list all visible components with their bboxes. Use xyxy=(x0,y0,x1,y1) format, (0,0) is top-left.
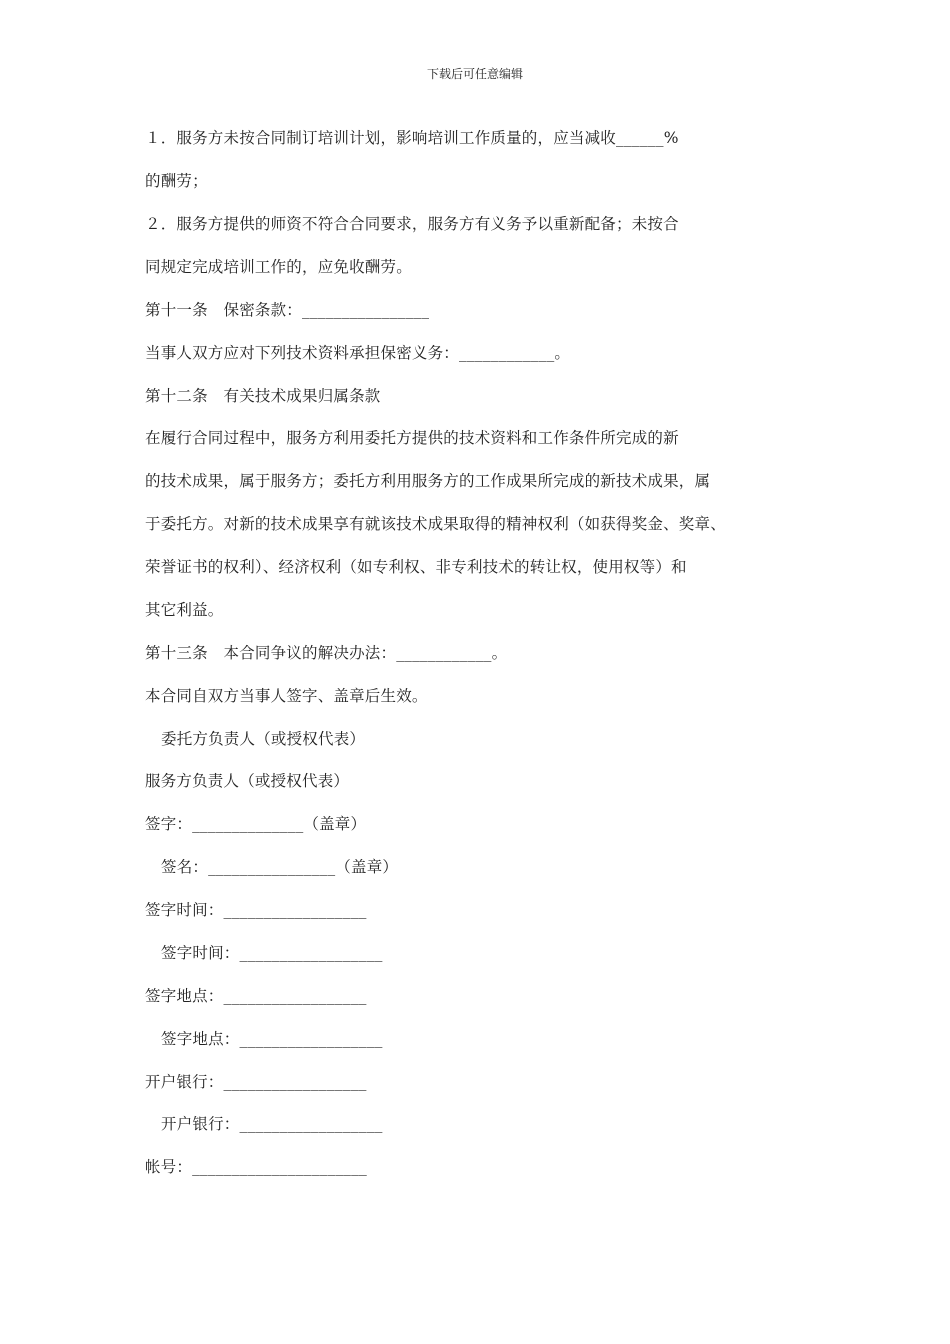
clause-12-text-1: 在履行合同过程中，服务方利用委托方提供的技术资料和工作条件所完成的新 xyxy=(145,429,679,447)
clause-12-text-3: 于委托方。对新的技术成果享有就该技术成果取得的精神权利（如获得奖金、奖章、 xyxy=(145,515,726,533)
clause-11-text: 当事人双方应对下列技术资料承担保密义务：____________。 xyxy=(145,344,571,362)
signature-field: 签字：______________（盖章） xyxy=(145,815,367,833)
account-field: 帐号：______________________ xyxy=(145,1158,368,1176)
clause-12-text-4: 荣誉证书的权利）、经济权利（如专利权、非专利技术的转让权，使用权等）和 xyxy=(145,558,687,576)
sign-place-field-2: 签字地点：__________________ xyxy=(161,1030,383,1048)
sign-time-field: 签字时间：__________________ xyxy=(145,901,367,919)
bank-field: 开户银行：__________________ xyxy=(145,1073,367,1091)
clause-10-item-1: １．服务方未按合同制订培训计划，影响培训工作质量的，应当减收______% xyxy=(145,129,679,147)
provider-representative-label: 服务方负责人（或授权代表） xyxy=(145,772,350,790)
signature-name-field: 签名：________________（盖章） xyxy=(161,858,399,876)
client-representative-label: 委托方负责人（或授权代表） xyxy=(161,730,366,748)
clause-12-text-2: 的技术成果，属于服务方；委托方利用服务方的工作成果所完成的新技术成果，属 xyxy=(145,472,711,490)
sign-place-field: 签字地点：__________________ xyxy=(145,987,367,1005)
clause-10-item-2-cont: 同规定完成培训工作的，应免收酬劳。 xyxy=(145,258,412,276)
effective-clause: 本合同自双方当事人签字、盖章后生效。 xyxy=(145,687,428,705)
bank-field-2: 开户银行：__________________ xyxy=(161,1115,383,1133)
page-header: 下载后可任意编辑 xyxy=(426,67,523,81)
clause-10-item-1-cont: 的酬劳； xyxy=(145,172,208,190)
sign-time-field-2: 签字时间：__________________ xyxy=(161,944,383,962)
clause-10-item-2: ２．服务方提供的师资不符合合同要求，服务方有义务予以重新配备；未按合 xyxy=(145,215,679,233)
clause-11-heading: 第十一条 保密条款：________________ xyxy=(145,301,430,319)
clause-12-heading: 第十二条 有关技术成果归属条款 xyxy=(145,387,381,405)
clause-12-text-5: 其它利益。 xyxy=(145,601,224,619)
clause-13-heading: 第十三条 本合同争议的解决办法：____________。 xyxy=(145,644,508,662)
